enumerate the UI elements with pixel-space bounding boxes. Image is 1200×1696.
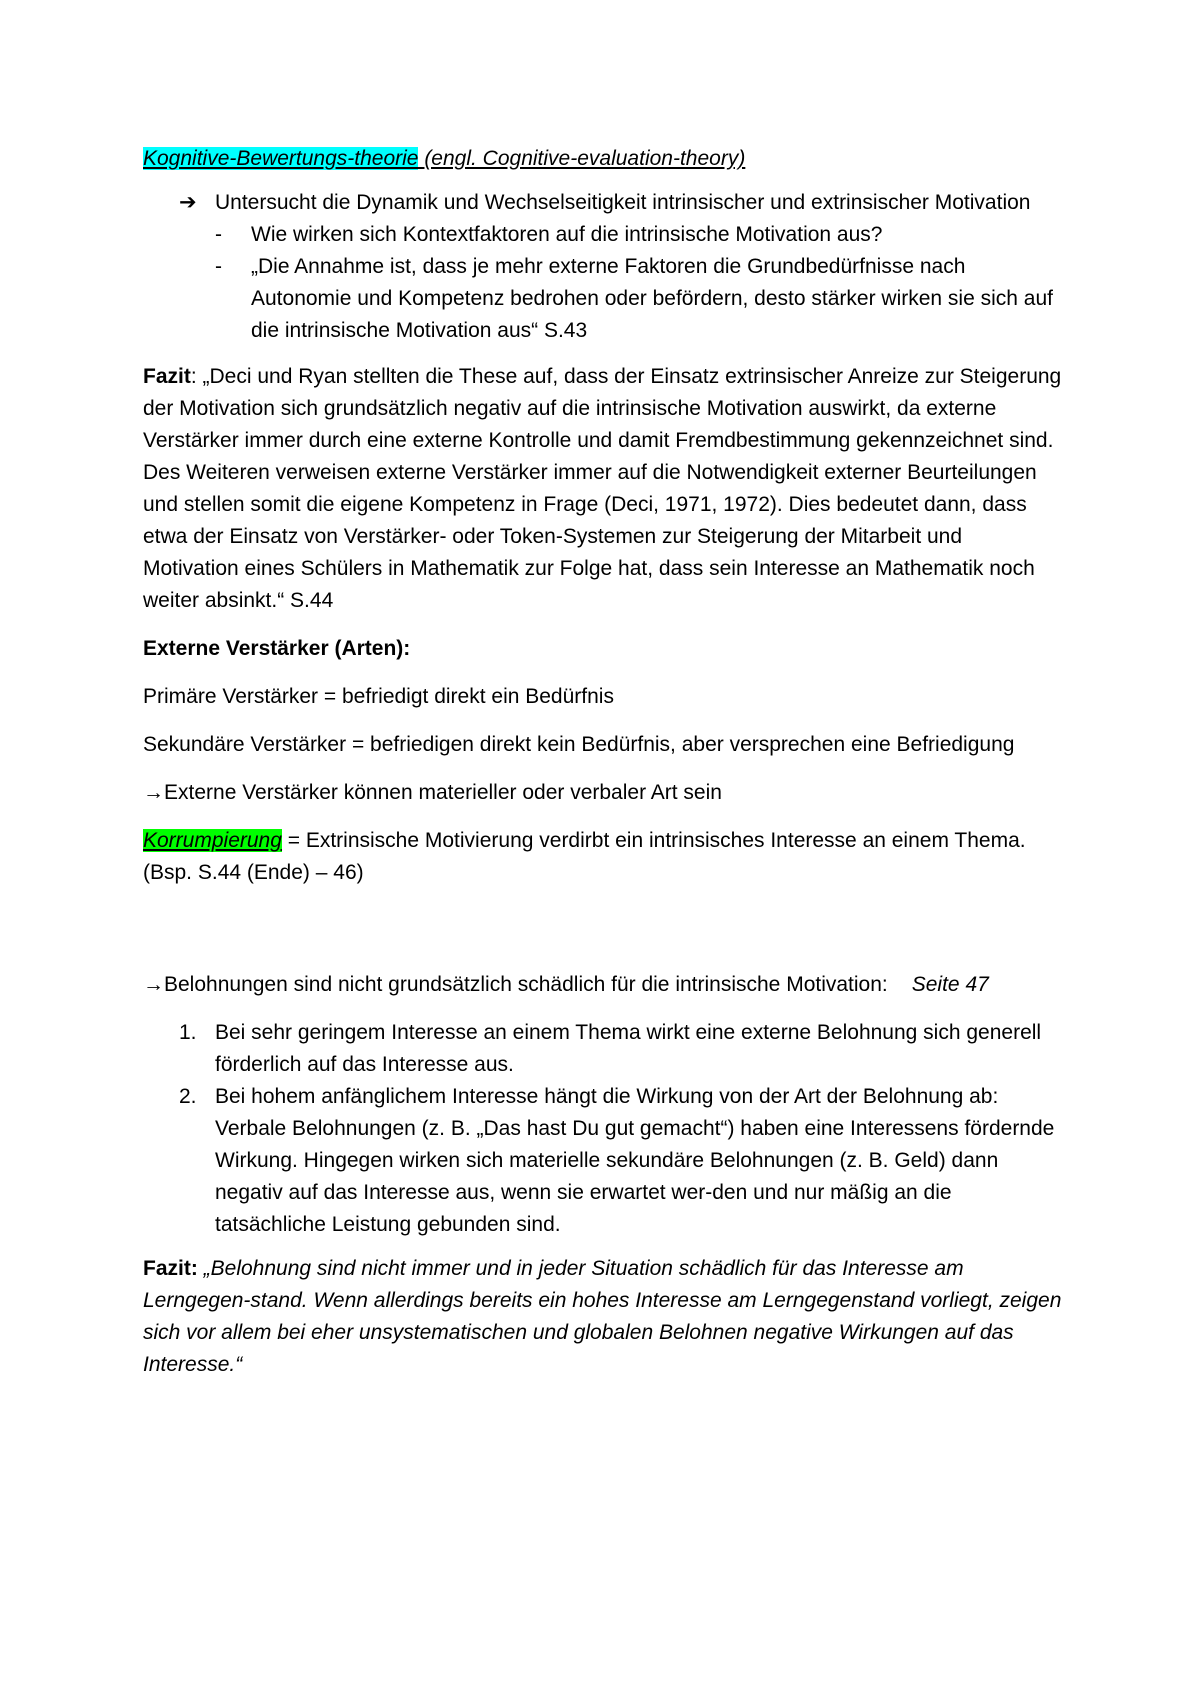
dash-bullet: -	[215, 255, 222, 278]
sekundaer-paragraph: Sekundäre Verstärker = befriedigen direkt kein Bedürfnis, aber versprechen eine Befriedigung	[143, 733, 1015, 756]
intro-block	[179, 187, 1063, 219]
belohnungen-paragraph	[143, 969, 1063, 1001]
title-rest: (engl. Cognitive-evaluation-theory)	[418, 147, 746, 170]
fazit-label: Fazit	[143, 365, 191, 388]
korrumpierung-term: Korrumpierung	[143, 829, 282, 852]
bullet-text: Wie wirken sich Kontextfaktoren auf die intrinsische Motivation aus?	[251, 223, 883, 246]
primaer-paragraph: Primäre Verstärker = befriedigt direkt ein Bedürfnis	[143, 685, 614, 708]
arrow-icon: ➔	[179, 191, 197, 214]
korrumpierung-paragraph	[143, 825, 1063, 889]
spacer	[143, 905, 1063, 969]
list-item-text: Bei sehr geringem Interesse an einem Thema wirkt eine externe Belohnung sich generell förderlich auf das Interesse aus.	[215, 1021, 1042, 1076]
korrumpierung-text: = Extrinsische Motivierung verdirbt ein intrinsisches Interesse an einem Thema. (Bsp. S.44 (Ende) – 46)	[143, 829, 1026, 884]
externe-heading: Externe Verstärker (Arten):	[143, 637, 411, 660]
document-page	[143, 143, 1063, 1397]
belohnungen-list	[179, 1017, 1063, 1241]
art-paragraph: →Externe Verstärker können materieller oder verbaler Art sein	[143, 781, 722, 804]
fazit-text: „Belohnung sind nicht immer und in jeder Situation schädlich für das Interesse am Lerngegen-stand. Wenn allerdings bereits ein hohes Interesse am Lerngegenstand vorliegt, zeigen sich vor allem bei eher unsystematischen und globalen Belohnen negative Wirkungen auf das Interesse.“	[143, 1257, 1062, 1376]
list-item-text: Bei hohem anfänglichem Interesse hängt die Wirkung von der Art der Belohnung ab: Verbale Belohnungen (z. B. „Das hast Du gut gemacht“) haben eine Interessens fördernde Wirkung. Hingegen wirken sich materielle sekundäre Belohnungen (z. B. Geld) dann negativ auf das Interesse aus, wenn sie erwartet wer-den und nur mäßig an die tatsächliche Leistung gebunden sind.	[215, 1085, 1055, 1236]
intro-bullet-list	[215, 219, 1063, 347]
fazit-text: : „Deci und Ryan stellten die These auf, dass der Einsatz extrinsischer Anreize zur Steigerung der Motivation sich grundsätzlich negativ auf die intrinsische Motivation auswirkt, da externe Verstärker immer durch eine externe Kontrolle und damit Fremdbestimmung gekennzeichnet sind. Des Weiteren verweisen externe Verstärker immer auf die Notwendigkeit externer Beurteilungen und stellen somit die eigene Kompetenz in Frage (Deci, 1971, 1972). Dies bedeutet dann, dass etwa der Einsatz von Verstärker- oder Token-Systemen zur Steigerung der Mitarbeit und Motivation eines Schülers in Mathematik zur Folge hat, dass sein Interesse an Mathematik noch weiter absinkt.“ S.44	[143, 365, 1062, 612]
list-number: 1.	[179, 1021, 197, 1044]
dash-bullet: -	[215, 223, 222, 246]
list-item	[179, 1081, 1063, 1241]
bullet-text: „Die Annahme ist, dass je mehr externe Faktoren die Grundbedürfnisse nach Autonomie und Kompetenz bedrohen oder befördern, desto stärker wirken sie sich auf die intrinsische Motivation aus“ S.43	[251, 255, 1053, 342]
fazit-label: Fazit:	[143, 1257, 198, 1280]
title-highlighted: Kognitive-Bewertungs-theorie	[143, 147, 419, 170]
fazit-paragraph-2	[143, 1253, 1063, 1381]
list-number: 2.	[179, 1085, 197, 1108]
intro-text: Untersucht die Dynamik und Wechselseitigkeit intrinsischer und extrinsischer Motivation	[215, 191, 1031, 214]
document-title	[143, 143, 1063, 175]
list-item	[215, 251, 1063, 347]
list-item	[179, 1017, 1063, 1081]
seite-reference: Seite 47	[911, 973, 989, 996]
fazit-paragraph-1	[143, 361, 1063, 617]
list-item	[215, 219, 1063, 251]
belohnungen-text: →Belohnungen sind nicht grundsätzlich schädlich für die intrinsische Motivation:	[143, 973, 888, 996]
